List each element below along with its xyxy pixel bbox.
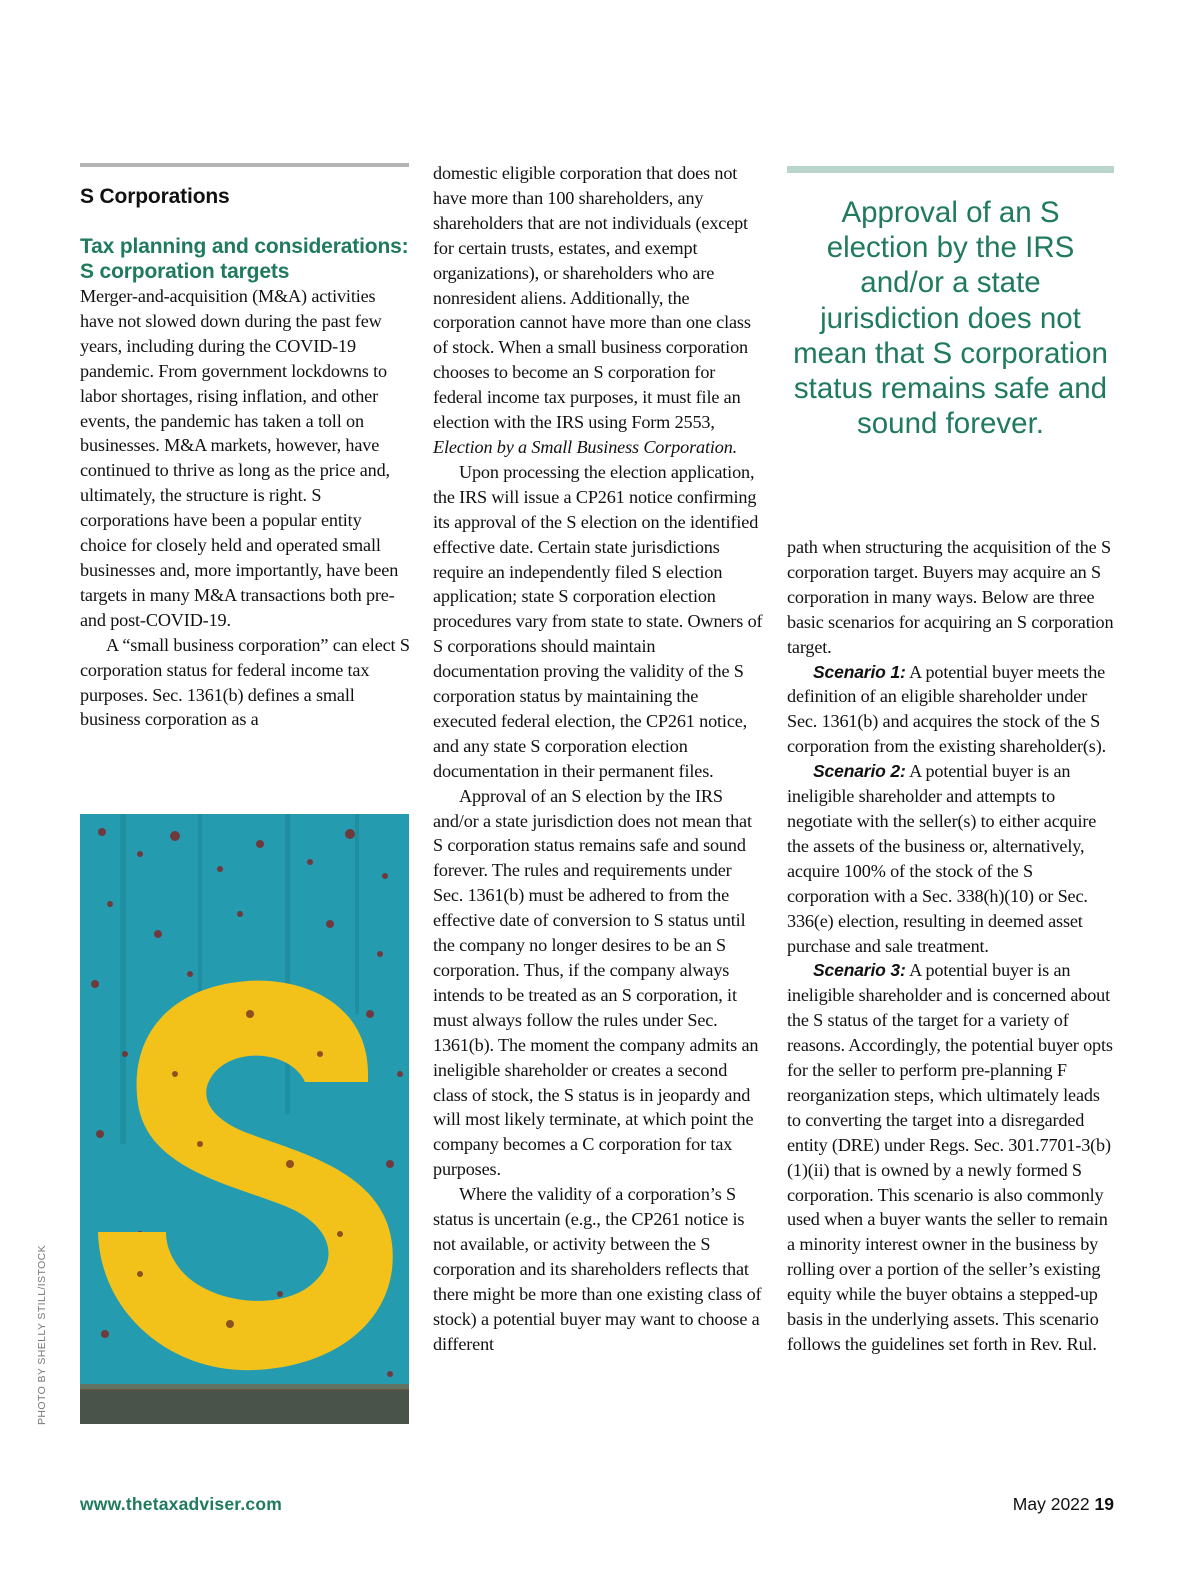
scenario-text: A potential buyer is an ineligible shareholder and attempts to negotiate with the seller(s) to either acquire the assets of the business or, alternatively, acquire 100% of the stock of the S corporation with a Sec. 338(h)(10) or Sec. 336(e) election, resulting in deemed asset purchase and sale treatment. bbox=[787, 761, 1097, 956]
scenario-text: A potential buyer meets the definition of an eligible shareholder under Sec. 1361(b) and acquires the stock of the S corporation from the existing shareholder(s). bbox=[787, 661, 1107, 757]
issue-date bbox=[1013, 1494, 1114, 1515]
photo-graphic bbox=[80, 814, 409, 1424]
pull-quote: Approval of an S election by the IRS and/or a state jurisdiction does not mean that S corporation status remains safe and sound forever. bbox=[793, 196, 1108, 441]
website-link[interactable]: www.thetaxadviser.com bbox=[80, 1494, 282, 1514]
section-heading: S Corporations bbox=[80, 185, 230, 208]
issue-month-year: May 2022 bbox=[1012, 1494, 1090, 1514]
form-title: Election by a Small Business Corporation. bbox=[433, 436, 738, 457]
body-paragraph bbox=[433, 161, 763, 460]
scenario-label: Scenario 2: bbox=[813, 761, 906, 782]
body-text: domestic eligible corporation that does not have more than 100 shareholders, any shareholders that are not individuals (except for certain trusts, estates, and exempt organizations), or shareholders who are nonresident aliens. Additionally, the corporation cannot have more than one class of stock. When a small business corporation chooses to become an S corporation for federal income tax purposes, it must file an election with the IRS using Form 2553, bbox=[433, 163, 751, 433]
body-paragraph: Upon processing the election application, the IRS will issue a CP261 notice confirming its approval of the S election on the identified effective date. Certain state jurisdictions require an independently filed S election application; state S corporation election procedures vary from state to state. Owners of S corporations should maintain documentation proving the validity of the S corporation status by maintaining the executed federal election, the CP261 notice, and any state S corporation election documentation in their permanent files. bbox=[433, 461, 763, 781]
scenario-paragraph bbox=[787, 759, 1117, 958]
body-paragraph: Where the validity of a corporation’s S status is uncertain (e.g., the CP261 notice is not available, or activity between the S corporation and its shareholders reflects that there might be more than one existing class of stock) a potential buyer may want to choose a different bbox=[433, 1184, 762, 1354]
s-letter-photo bbox=[80, 814, 409, 1424]
scenario-label: Scenario 1: bbox=[813, 661, 906, 682]
body-paragraph: path when structuring the acquisition of the S corporation target. Buyers may acquire an S corporation in many ways. Below are three basic scenarios for acquiring an S corporation target. bbox=[787, 537, 1114, 657]
scenario-paragraph bbox=[787, 660, 1117, 760]
scenario-paragraph bbox=[787, 958, 1117, 1357]
column-1 bbox=[80, 182, 410, 732]
body-paragraph: A “small business corporation” can elect S corporation status for federal income tax purposes. Sec. 1361(b) defines a small business corporation as a bbox=[80, 634, 410, 730]
body-paragraph: Merger-and-acquisition (M&A) activities have not slowed down during the past few years, including during the COVID-19 pandemic. From government lockdowns to labor shortages, rising inflation, and other events, the pandemic has taken a toll on businesses. M&A markets, however, have continued to thrive as long as the price and, ultimately, the structure is right. S corporations have been a popular entity choice for closely held and operated small businesses and, more importantly, have been targets in many M&A transactions both pre- and post-COVID-19. bbox=[80, 286, 399, 630]
pull-quote-top-rule bbox=[787, 166, 1114, 173]
photo-credit: PHOTO BY SHELLY STILL/ISTOCK bbox=[36, 1244, 48, 1425]
page-number: 19 bbox=[1094, 1494, 1114, 1514]
body-paragraph: Approval of an S election by the IRS and/or a state jurisdiction does not mean that S corporation status remains safe and sound forever. The rules and requirements under Sec. 1361(b) must be adhered to from the effective date of conversion to S status until the company no longer desires to be an S corporation. Thus, if the company always intends to be treated as an S corporation, it must always follow the rules under Sec. 1361(b). The moment the company admits an ineligible shareholder or creates a second class of stock, the S status is in jeopardy and will most likely terminate, at which point the company becomes a C corporation for tax purposes. bbox=[433, 785, 759, 1180]
column-3 bbox=[787, 535, 1117, 1357]
article-subheading: Tax planning and considerations: S corporation targets bbox=[80, 235, 409, 283]
column-top-rule bbox=[80, 163, 409, 167]
scenario-text: A potential buyer is an ineligible shareholder and is concerned about the S status of the target for a variety of reasons. Accordingly, the potential buyer opts for the seller to perform pre-planning F reorganization steps, which ultimately leads to converting the target into a disregarded entity (DRE) under Regs. Sec. 301.7701-3(b)(1)(ii) that is owned by a newly formed S corporation. This scenario is also commonly used when a buyer wants the seller to remain a minority interest owner in the business by rolling over a portion of the seller’s existing equity while the buyer obtains a stepped-up basis in the underlying assets. This scenario follows the guidelines set forth in Rev. Rul. bbox=[787, 960, 1113, 1354]
scenario-label: Scenario 3: bbox=[813, 960, 906, 981]
column-2 bbox=[433, 161, 763, 1357]
